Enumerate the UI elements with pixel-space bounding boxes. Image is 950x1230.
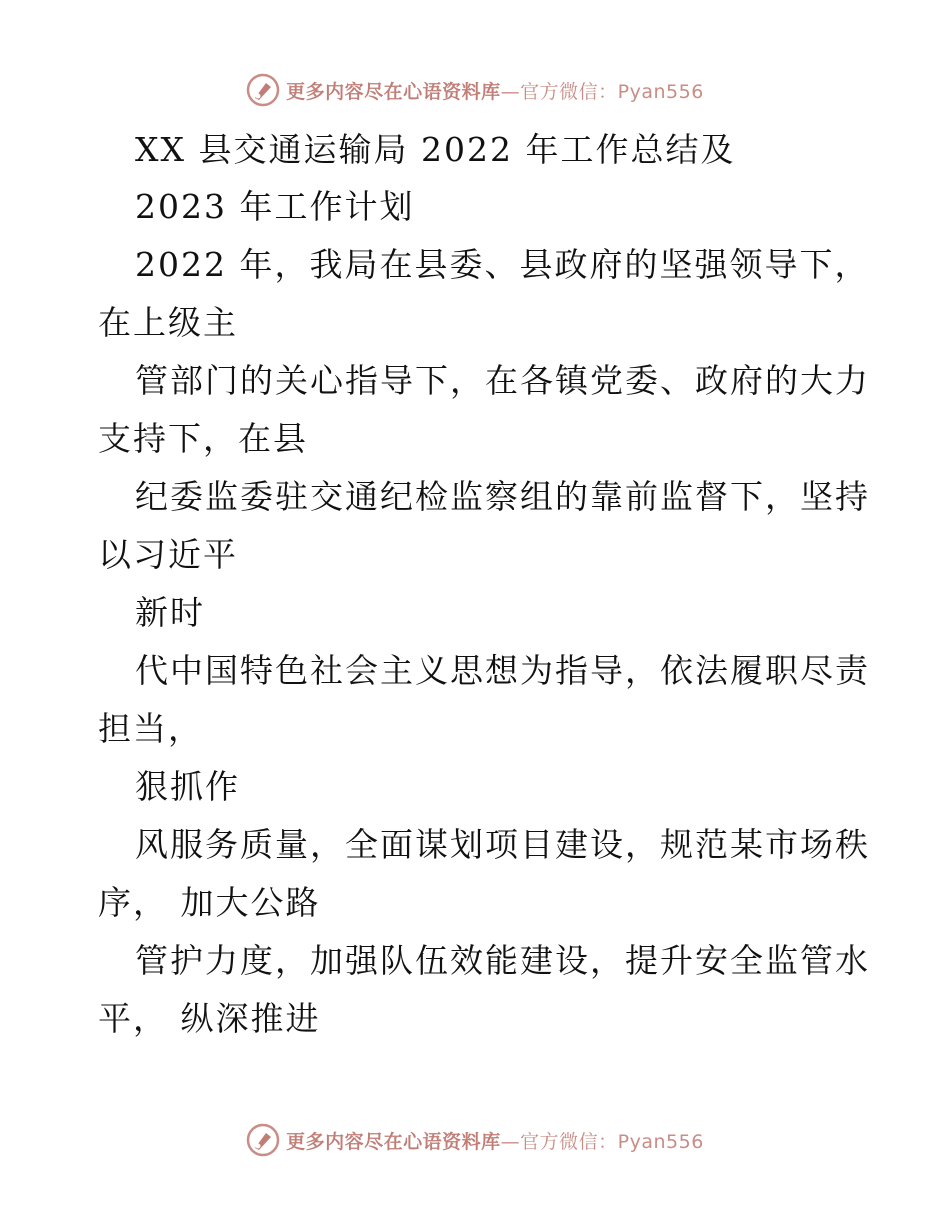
paragraph-line: 纪委监委驻交通纪检监察组的靠前监督下，坚持 <box>135 477 870 516</box>
document-title-line-2: 2023 年工作计划 <box>135 187 415 226</box>
paragraph-line: 在上级主 <box>98 303 238 342</box>
paragraph-line: 管护力度，加强队伍效能建设，提升安全监管水 <box>135 941 870 980</box>
document-title-line-1: XX 县交通运输局 2022 年工作总结及 <box>135 130 736 169</box>
paragraph-line: 支持下，在县 <box>98 419 308 458</box>
paragraph-line: 新时 <box>135 593 205 632</box>
footer-watermark <box>0 1120 950 1160</box>
watermark-text: 更多内容尽在心语资料库—官方微信：Pyan556 <box>286 1130 704 1153</box>
paragraph-line: 代中国特色社会主义思想为指导，依法履职尽责 <box>135 651 870 690</box>
pen-nib-icon <box>246 73 280 107</box>
watermark-text: 更多内容尽在心语资料库—官方微信：Pyan556 <box>286 80 704 103</box>
paragraph-line: 2022 年，我局在县委、县政府的坚强领导下， <box>135 245 870 284</box>
paragraph-line: 风服务质量，全面谋划项目建设，规范某市场秩 <box>135 825 870 864</box>
header-watermark <box>0 70 950 110</box>
paragraph-line: 管部门的关心指导下，在各镇党委、政府的大力 <box>135 361 870 400</box>
paragraph-line: 以习近平 <box>98 535 238 574</box>
paragraph-line: 狠抓作 <box>135 767 240 806</box>
paragraph-line: 平， 纵深推进 <box>98 999 321 1038</box>
paragraph-line: 担当， <box>98 709 203 748</box>
pen-nib-icon <box>246 1123 280 1157</box>
paragraph-line: 序， 加大公路 <box>98 883 321 922</box>
